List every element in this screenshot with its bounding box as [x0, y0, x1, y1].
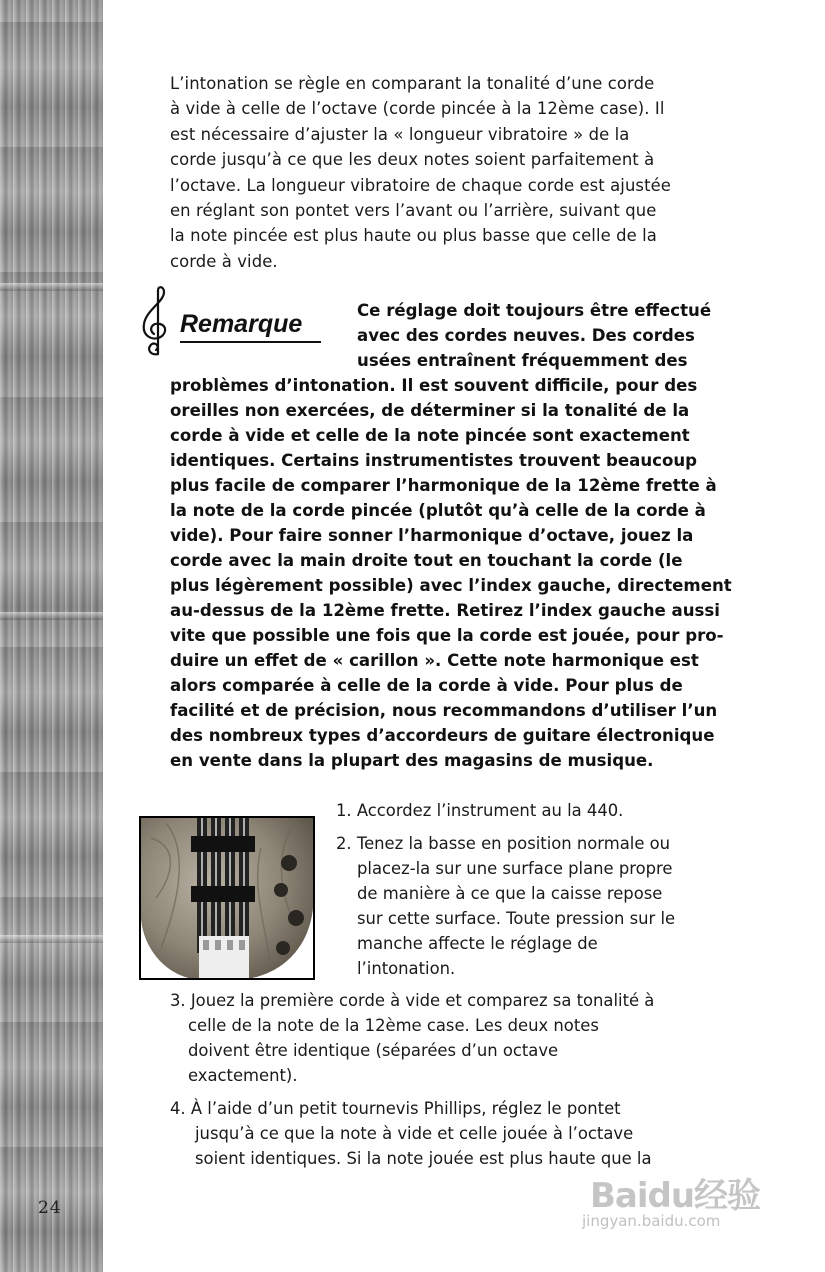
- text-line: au-dessus de la 12ème frette. Retirez l’index gauche aussi: [170, 601, 721, 620]
- step-1: [336, 798, 623, 823]
- text-line: corde à vide.: [170, 251, 278, 271]
- text-line: facilité et de précision, nous recommandons d’utiliser l’un: [170, 701, 718, 720]
- text-line: plus légèrement possible) avec l’index gauche, directement: [170, 576, 732, 595]
- watermark-logo: Baidu经验: [590, 1176, 761, 1216]
- bass-bridge-illustration: [141, 818, 313, 978]
- text-line: l’octave. La longueur vibratoire de chaque corde est ajustée: [170, 175, 671, 195]
- text-line: doivent être identique (séparées d’un octave: [188, 1041, 559, 1060]
- text-line: de manière à ce que la caisse repose: [357, 884, 663, 903]
- text-line: 2. Tenez la basse en position normale ou: [336, 834, 671, 853]
- text-line: duire un effet de « carillon ». Cette note harmonique est: [170, 651, 699, 670]
- text-line: avec des cordes neuves. Des cordes: [357, 326, 695, 345]
- text-line: corde jusqu’à ce que les deux notes soient parfaitement à: [170, 150, 655, 170]
- step-3: [170, 988, 654, 1088]
- intro-paragraph: [170, 71, 715, 274]
- sidebar-band: [0, 612, 103, 620]
- text-line: usées entraînent fréquemment des: [357, 351, 688, 370]
- wood-texture-sidebar: [0, 0, 103, 1272]
- text-line: identiques. Certains instrumentistes trouvent beaucoup: [170, 451, 698, 470]
- text-line: L’intonation se règle en comparant la tonalité d’une corde: [170, 74, 655, 93]
- text-line: plus facile de comparer l’harmonique de la 12ème frette à: [170, 476, 717, 495]
- text-line: vite que possible une fois que la corde est jouée, pour pro-: [170, 626, 724, 645]
- text-line: vide). Pour faire sonner l’harmonique d’octave, jouez la: [170, 526, 694, 545]
- text-line: sur cette surface. Toute pression sur le: [357, 909, 676, 928]
- text-line: celle de la note de la 12ème case. Les deux notes: [188, 1016, 599, 1035]
- text-line: corde avec la main droite tout en touchant la corde (le: [170, 551, 683, 570]
- step-2: [336, 831, 675, 981]
- text-line: en vente dans la plupart des magasins de musique.: [170, 751, 654, 770]
- remark-side-text: [357, 298, 717, 373]
- sidebar-band: [0, 935, 103, 943]
- remark-body-text: [170, 373, 730, 773]
- step-4: [170, 1096, 652, 1171]
- text-line: oreilles non exercées, de déterminer si la tonalité de la: [170, 401, 690, 420]
- text-line: 3. Jouez la première corde à vide et comparez sa tonalité à: [170, 991, 655, 1010]
- text-line: 1. Accordez l’instrument au la 440.: [336, 801, 624, 820]
- remark-heading: Remarque: [180, 310, 303, 338]
- text-line: exactement).: [188, 1066, 298, 1085]
- remark-underline: [180, 341, 321, 343]
- text-line: corde à vide et celle de la note pincée sont exactement: [170, 426, 690, 445]
- text-line: des nombreux types d’accordeurs de guitare électronique: [170, 726, 715, 745]
- baidu-watermark: [582, 1168, 782, 1238]
- sidebar-band: [0, 283, 103, 291]
- text-line: jusqu’à ce que la note à vide et celle jouée à l’octave: [195, 1124, 634, 1143]
- text-line: la note pincée est plus haute ou plus basse que celle de la: [170, 226, 657, 246]
- text-line: en réglant son pontet vers l’avant ou l’arrière, suivant que: [170, 201, 657, 221]
- text-line: est nécessaire d’ajuster la « longueur vibratoire » de la: [170, 124, 630, 144]
- text-line: manche affecte le réglage de: [357, 934, 598, 953]
- text-line: 4. À l’aide d’un petit tournevis Phillips, réglez le pontet: [170, 1099, 621, 1118]
- text-line: alors comparée à celle de la corde à vide. Pour plus de: [170, 676, 683, 695]
- page-number: 24: [38, 1198, 62, 1218]
- watermark-url: jingyan.baidu.com: [582, 1212, 721, 1230]
- text-line: problèmes d’intonation. Il est souvent difficile, pour des: [170, 376, 698, 395]
- text-line: placez-la sur une surface plane propre: [357, 859, 673, 878]
- text-line: à vide à celle de l’octave (corde pincée à la 12ème case). Il: [170, 99, 665, 119]
- treble-clef-icon: [136, 284, 176, 362]
- bass-bridge-photo: [139, 816, 315, 980]
- text-line: l’intonation.: [357, 959, 456, 978]
- text-line: soient identiques. Si la note jouée est plus haute que la: [195, 1149, 652, 1168]
- text-line: la note de la corde pincée (plutôt qu’à celle de la corde à: [170, 501, 706, 520]
- text-line: Ce réglage doit toujours être effectué: [357, 301, 712, 320]
